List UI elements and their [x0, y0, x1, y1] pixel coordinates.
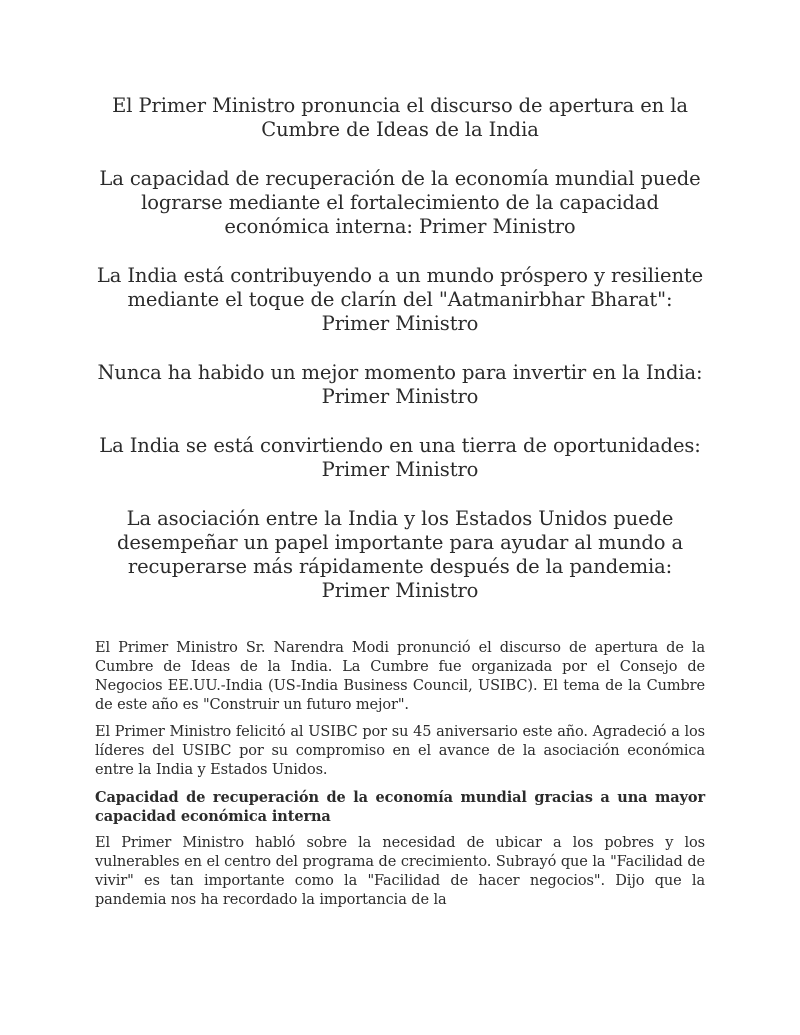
article-body — [95, 639, 705, 918]
headline-1: El Primer Ministro pronuncia el discurso de apertura en la Cumbre de Ideas de la India — [112, 94, 688, 141]
headline-4: Nunca ha habido un mejor momento para invertir en la India: Primer Ministro — [97, 361, 703, 408]
paragraph-1: El Primer Ministro Sr. Narendra Modi pronunció el discurso de apertura de la Cumbre de Ideas de la India. La Cumbre fue organizada por el Consejo de Negocios EE.UU.-India (US-India Business Council, USIBC). El tema de la Cumbre de este año es "Construir un futuro mejor". — [95, 640, 705, 713]
headline-3: La India está contribuyendo a un mundo próspero y resiliente mediante el toque de clarín del "Aatmanirbhar Bharat": Primer Ministro — [96, 264, 704, 335]
headline-5: La India se está convirtiendo en una tierra de oportunidades: Primer Ministro — [99, 434, 701, 481]
paragraph-3: El Primer Ministro habló sobre la necesidad de ubicar a los pobres y los vulnerables en el centro del programa de crecimiento. Subrayó que la "Facilidad de vivir" es tan importante como la "Facilidad de hacer negocios". Dijo que la pandemia nos ha recordado la importancia de la — [95, 835, 705, 908]
paragraph-2: El Primer Ministro felicitó al USIBC por su 45 aniversario este año. Agradeció a los líderes del USIBC por su compromiso en el avance de la asociación económica entre la India y Estados Unidos. — [95, 724, 705, 778]
headlines-block — [95, 94, 705, 628]
headline-6: La asociación entre la India y los Estados Unidos puede desempeñar un papel importante para ayudar al mundo a recuperarse más rápidamente después de la pandemia: Primer Ministro — [116, 507, 684, 602]
section-subheading: Capacidad de recuperación de la economía mundial gracias a una mayor capacidad económica interna — [95, 789, 705, 825]
headline-2: La capacidad de recuperación de la economía mundial puede lograrse mediante el fortalecimiento de la capacidad económica interna: Primer Ministro — [99, 167, 701, 238]
